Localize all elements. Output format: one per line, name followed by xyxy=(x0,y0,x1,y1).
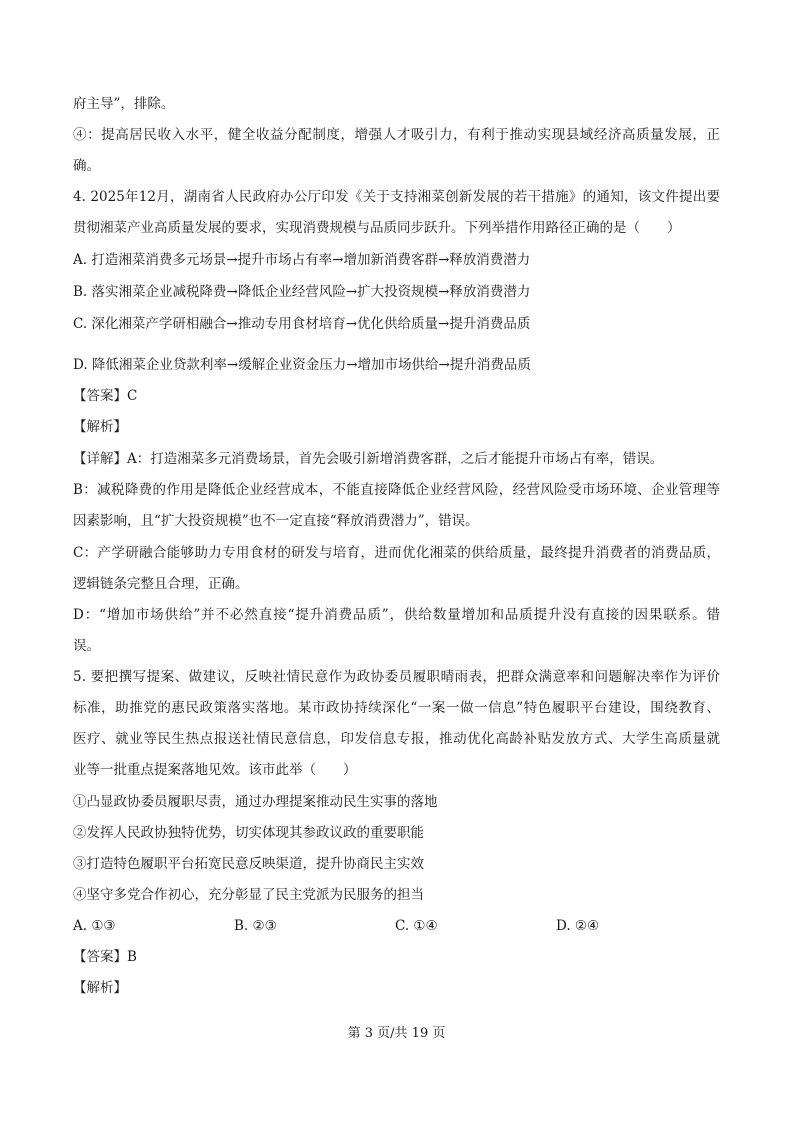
question-4-option-d: D. 降低湘菜企业贷款利率→缓解企业资金压力→增加市场供给→提升消费品质 xyxy=(73,357,531,373)
question-5-option-c: C. ①④ xyxy=(395,918,438,934)
question-4-option-b: B. 落实湘菜企业减税降费→降低企业经营风险→扩大投资规模→释放消费潜力 xyxy=(73,284,531,300)
analysis-label: 【解析】 xyxy=(73,419,127,435)
text-line: C：产学研融合能够助力专用食材的研发与培育，进而优化湘菜的供给质量，最终提升消费者的消费品质， xyxy=(73,545,720,561)
text-line: 【详解】A：打造湘菜多元消费场景，首先会吸引新增消费客群，之后才能提升市场占有率，错误。 xyxy=(73,451,664,467)
question-5-stem: 业等一批重点提案落地见效。该市此举（ ） xyxy=(73,762,357,778)
answer-label: 【答案】B xyxy=(73,949,137,965)
page-footer: 第 3 页/共 19 页 xyxy=(347,1026,446,1041)
question-4-stem: 贯彻湘菜产业高质量发展的要求，实现消费规模与品质同步跃升。下列举措作用路径正确的是（ ） xyxy=(73,220,681,236)
question-5-stem: 医疗、就业等民生热点报送社情民意信息，印发信息专报，推动优化高龄补贴发放方式、大学生高质量就 xyxy=(73,731,720,747)
answer-label: 【答案】C xyxy=(73,388,138,404)
question-5-statement-2: ②发挥人民政协独特优势，切实体现其参政议政的重要职能 xyxy=(73,825,424,841)
text-line: D：“增加市场供给”并不必然直接“提升消费品质”，供给数量增加和品质提升没有直接的因果联系。错 xyxy=(73,607,720,623)
question-5-option-a: A. ①③ xyxy=(73,918,116,934)
question-5-statement-3: ③打造特色履职平台拓宽民意反映渠道，提升协商民主实效 xyxy=(73,856,424,872)
text-line: 确。 xyxy=(73,158,100,174)
question-4-stem: 4. 2025年12月，湖南省人民政府办公厅印发《关于支持湘菜创新发展的若干措施》的通知，该文件提出要 xyxy=(73,189,720,205)
question-5-statement-4: ④坚守多党合作初心，充分彰显了民主党派为民服务的担当 xyxy=(73,887,424,903)
question-5-statement-1: ①凸显政协委员履职尽责，通过办理提案推动民生实事的落地 xyxy=(73,794,438,810)
question-5-stem: 标准，助推党的惠民政策落实落地。某市政协持续深化“一案一做一信息”特色履职平台建设，围绕教育、 xyxy=(73,700,720,716)
analysis-label: 【解析】 xyxy=(73,980,127,996)
question-4-option-c: C. 深化湘菜产学研相融合→推动专用食材培育→优化供给质量→提升消费品质 xyxy=(73,316,531,332)
question-4-option-a: A. 打造湘菜消费多元场景→提升市场占有率→增加新消费客群→释放消费潜力 xyxy=(73,252,531,268)
text-line: 因素影响，且“扩大投资规模”也不一定直接“释放消费潜力”，错误。 xyxy=(73,513,479,529)
text-line: 逻辑链条完整且合理，正确。 xyxy=(73,576,249,592)
text-line: 府主导”，排除。 xyxy=(73,96,175,112)
text-line: B：减税降费的作用是降低企业经营成本，不能直接降低企业经营风险，经营风险受市场环境、企业管理等 xyxy=(73,482,720,498)
question-5-option-d: D. ②④ xyxy=(556,918,600,934)
question-5-options xyxy=(73,916,717,936)
question-5-option-b: B. ②③ xyxy=(234,918,277,934)
text-line: ④：提高居民收入水平，健全收益分配制度，增强人才吸引力，有利于推动实现县域经济高质量发展，正 xyxy=(73,127,720,143)
question-5-stem: 5. 要把撰写提案、做建议，反映社情民意作为政协委员履职晴雨表，把群众满意率和问题解决率作为评价 xyxy=(73,669,720,685)
text-line: 误。 xyxy=(73,638,100,654)
